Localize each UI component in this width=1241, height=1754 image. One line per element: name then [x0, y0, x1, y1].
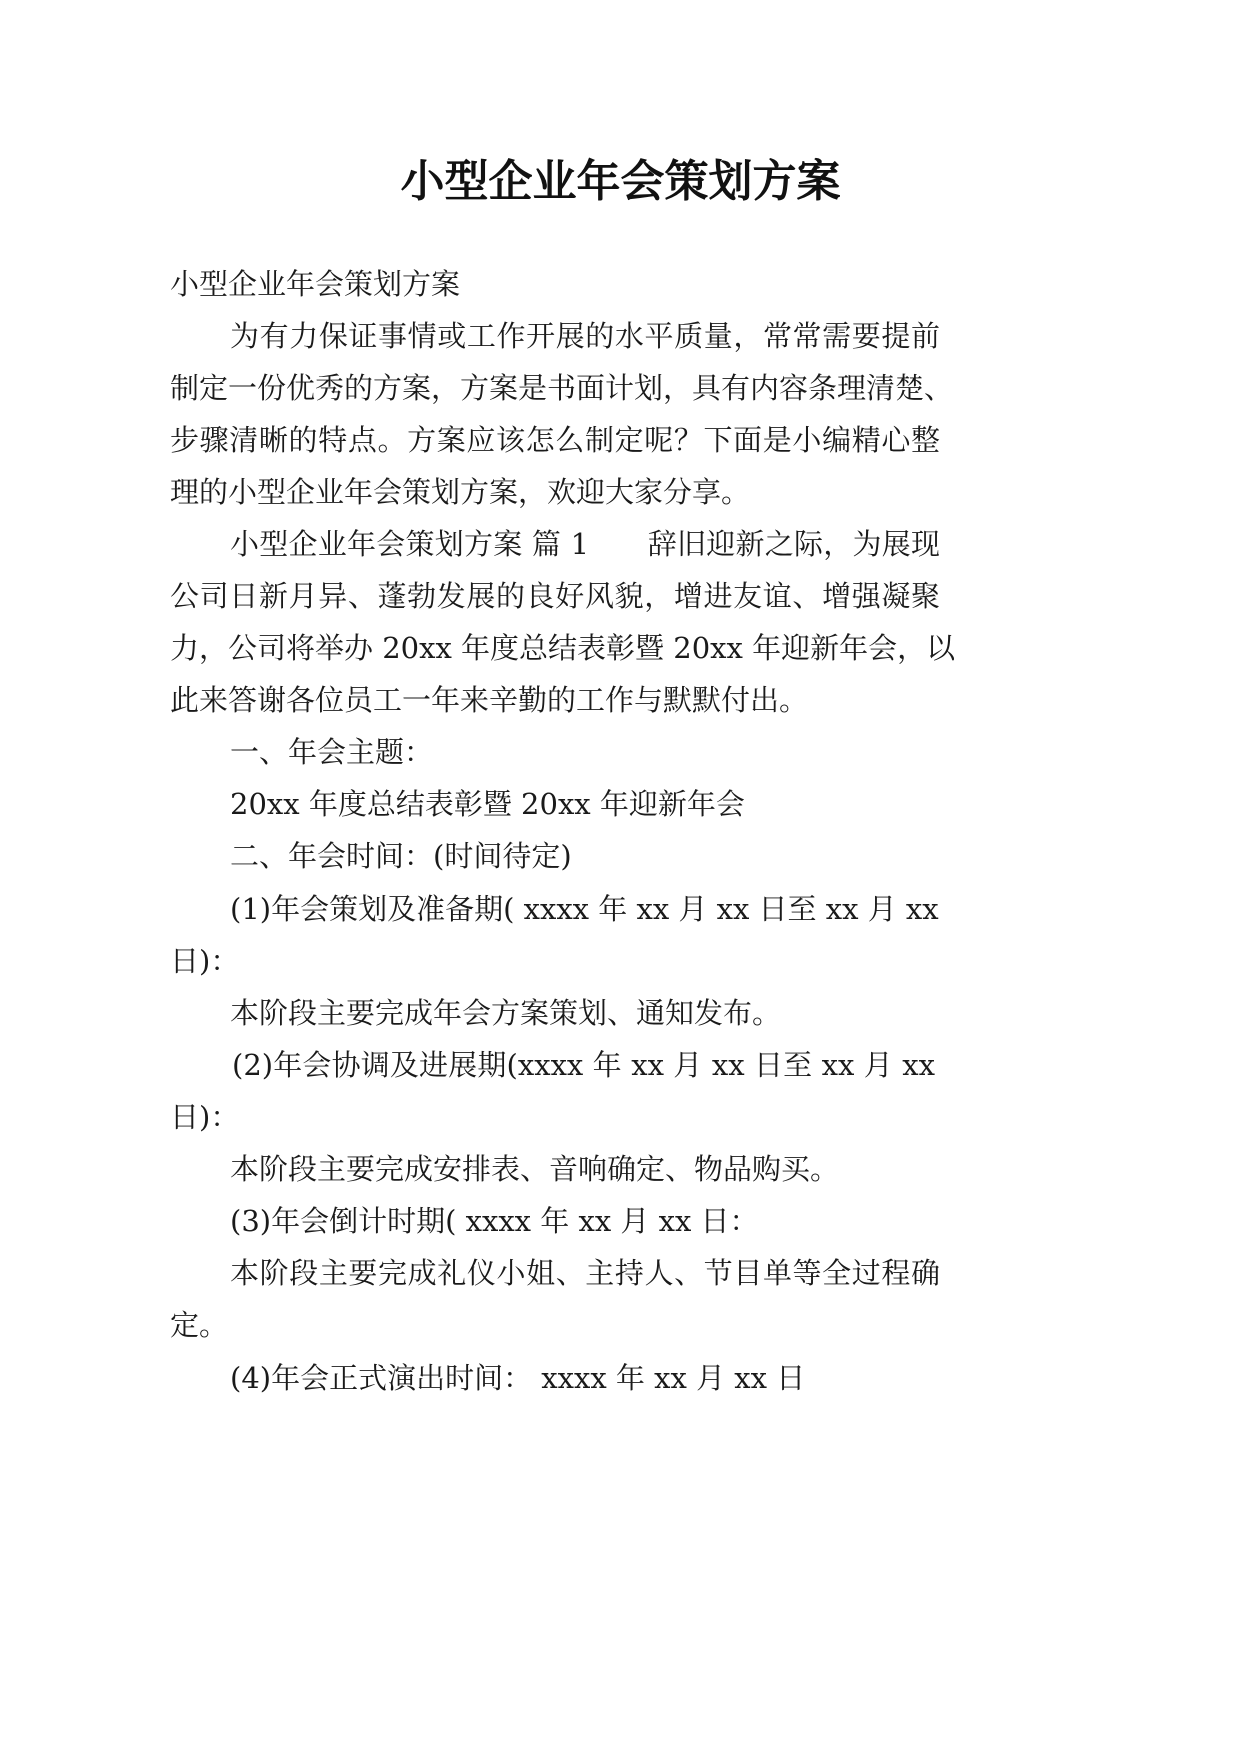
paragraph-line: (3)年会倒计时期( xxxx 年 xx 月 xx 日： — [230, 1204, 759, 1238]
paragraph-line: 公司日新月异、蓬勃发展的良好风貌，增进友谊、增强凝聚 — [170, 579, 940, 613]
paragraph-line: 定。 — [170, 1308, 229, 1342]
paragraph-line: 制定一份优秀的方案，方案是书面计划，具有内容条理清楚、 — [170, 371, 954, 405]
paragraph-line: (4)年会正式演出时间： xxxx 年 xx 月 xx 日 — [230, 1361, 806, 1395]
paragraph-line: 日)： — [170, 944, 240, 978]
subtitle-line: 小型企业年会策划方案 — [170, 267, 461, 301]
paragraph-line: (1)年会策划及准备期( xxxx 年 xx 月 xx 日至 xx 月 xx — [230, 892, 939, 926]
paragraph-line: 力，公司将举办 20xx 年度总结表彰暨 20xx 年迎新年会，以 — [170, 631, 956, 665]
paragraph-line: (2)年会协调及进展期(xxxx 年 xx 月 xx 日至 xx 月 xx — [232, 1048, 935, 1082]
paragraph-line: 本阶段主要完成礼仪小姐、主持人、节目单等全过程确 — [230, 1256, 940, 1290]
paragraph-line: 本阶段主要完成年会方案策划、通知发布。 — [230, 996, 782, 1030]
paragraph-line: 本阶段主要完成安排表、音响确定、物品购买。 — [230, 1152, 840, 1186]
paragraph-line: 小型企业年会策划方案 篇 1 辞旧迎新之际，为展现 — [230, 527, 940, 561]
document-title: 小型企业年会策划方案 — [400, 156, 841, 207]
paragraph-line: 此来答谢各位员工一年来辛勤的工作与默默付出。 — [170, 683, 809, 717]
paragraph-line: 日)： — [170, 1100, 240, 1134]
paragraph-line: 理的小型企业年会策划方案，欢迎大家分享。 — [170, 475, 751, 509]
paragraph-line: 步骤清晰的特点。方案应该怎么制定呢？下面是小编精心整 — [170, 423, 940, 457]
section-heading: 二、年会时间：(时间待定) — [230, 839, 572, 873]
section-heading: 一、年会主题： — [230, 735, 434, 769]
paragraph-line: 20xx 年度总结表彰暨 20xx 年迎新年会 — [230, 787, 745, 821]
paragraph-line: 为有力保证事情或工作开展的水平质量，常常需要提前 — [230, 319, 940, 353]
